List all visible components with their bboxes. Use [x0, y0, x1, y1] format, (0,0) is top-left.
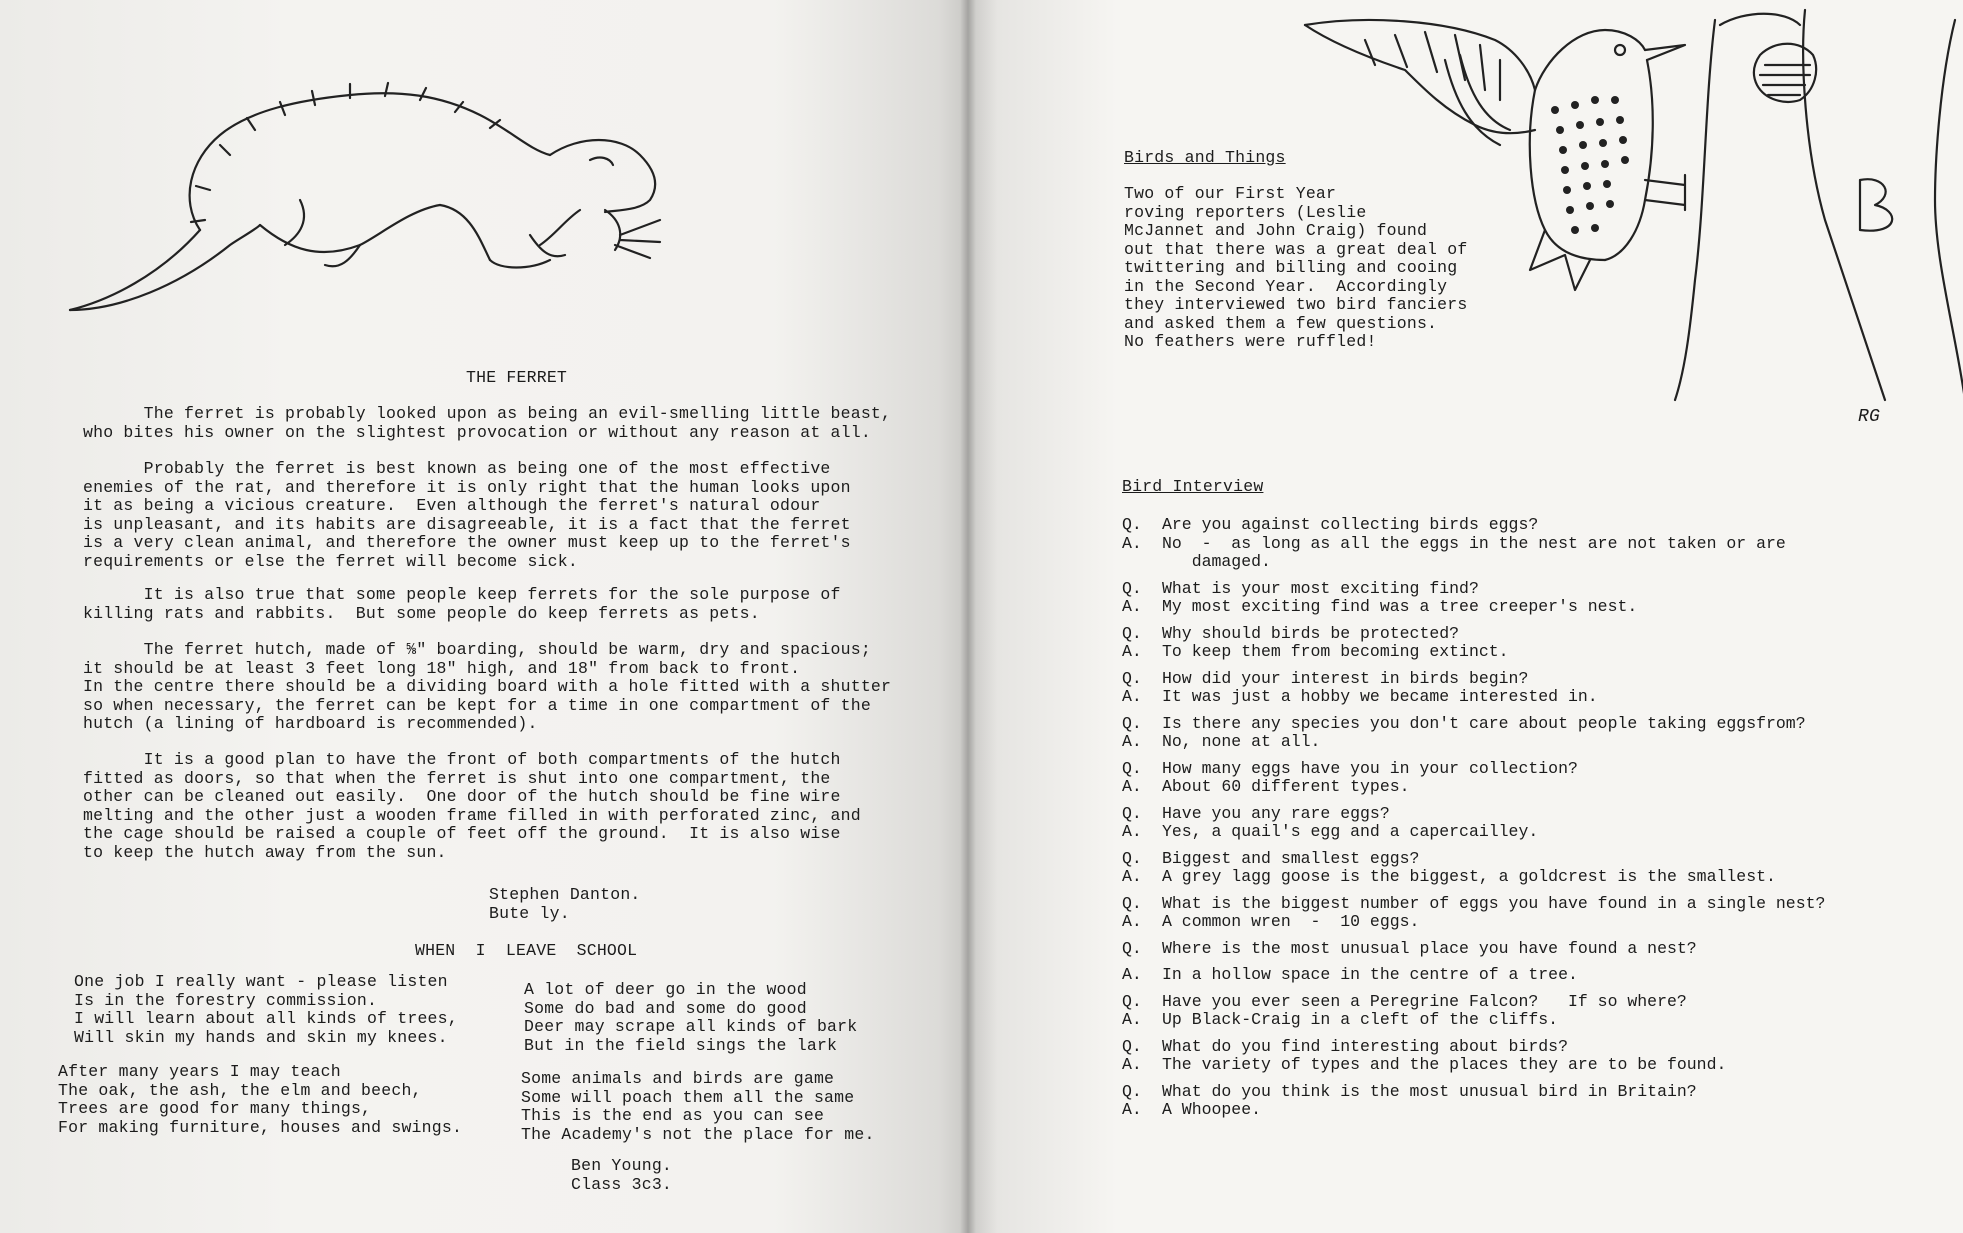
- answer: My most exciting find was a tree creeper's nest.: [1162, 597, 1638, 616]
- artist-initials: RG: [1858, 407, 1881, 427]
- answer: A common wren - 10 eggs.: [1162, 912, 1420, 931]
- question: Have you any rare eggs?: [1162, 803, 1390, 823]
- qa-pair: [1122, 715, 1952, 752]
- answer: No - as long as all the eggs in the nest are not taken or are damaged.: [1162, 533, 1786, 571]
- ferret-paragraph-3: It is also true that some people keep ferrets for the sole purpose of killing rats and rabbits. But some people do keep ferrets as pets.: [83, 585, 841, 623]
- answer: About 60 different types.: [1162, 777, 1410, 796]
- q-tag: Q.: [1122, 713, 1142, 733]
- a-tag: A.: [1122, 822, 1142, 841]
- answer: No, none at all.: [1162, 732, 1321, 751]
- q-tag: Q.: [1122, 1081, 1142, 1101]
- ferret-illustration: [60, 60, 760, 320]
- question: Have you ever seen a Peregrine Falcon? If so where?: [1162, 991, 1687, 1011]
- question: Are you against collecting birds eggs?: [1162, 515, 1539, 534]
- poem-column-2-stanza-2: Some animals and birds are game Some will poach them all the same This is the end as you can see The Academy's not the place for me.: [521, 1069, 875, 1144]
- answer: It was just a hobby we became interested in.: [1162, 687, 1598, 706]
- question: Where is the most unusual place you have found a nest?: [1162, 938, 1697, 958]
- answer: To keep them from becoming extinct.: [1162, 642, 1509, 661]
- a-tag: A.: [1122, 533, 1142, 553]
- birds-intro: Two of our First Year roving reporters (Leslie McJannet and John Craig) found out that there was a great deal of twittering and billing and cooing in the Second Year. Accordingly they interviewed two bird fanciers and asked them a few questions. No feathers were ruffled!: [1124, 184, 1468, 351]
- ferret-paragraph-5: It is a good plan to have the front of both compartments of the hutch fitted as doors, so that when the ferret is shut into one compartment, the other can be cleaned out easily. One door of the hutch should be fine wire melting and the other just a wooden frame filled in with perforated zinc, and the cage should be raised a couple of feet off the ground. It is also wise to keep the hutch away from the sun.: [83, 750, 861, 862]
- answer: Up Black-Craig in a cleft of the cliffs.: [1162, 1010, 1559, 1029]
- a-tag: A.: [1122, 777, 1142, 796]
- q-tag: Q.: [1122, 938, 1142, 958]
- poem-author: Ben Young. Class 3c3.: [571, 1156, 673, 1194]
- qa-pair: [1122, 1083, 1952, 1120]
- q-tag: Q.: [1122, 578, 1142, 598]
- qa-pair: [1122, 1038, 1952, 1075]
- q-tag: Q.: [1122, 848, 1142, 868]
- question: Is there any species you don't care about people taking eggsfrom?: [1162, 713, 1806, 733]
- a-tag: A.: [1122, 642, 1142, 661]
- a-tag: A.: [1122, 1010, 1142, 1029]
- book-spine: [960, 0, 976, 1233]
- a-tag: A.: [1122, 965, 1142, 984]
- q-tag: Q.: [1122, 668, 1142, 688]
- a-tag: A.: [1122, 867, 1142, 886]
- a-tag: A.: [1122, 732, 1142, 751]
- qa-pair: [1122, 805, 1952, 842]
- poem-column-1-stanza-1: One job I really want - please listen Is in the forestry commission. I will learn about all kinds of trees, Will skin my hands and skin my knees.: [74, 972, 458, 1047]
- question: What do you think is the most unusual bird in Britain?: [1162, 1081, 1697, 1101]
- q-tag: Q.: [1122, 991, 1142, 1011]
- qa-pair: [1122, 993, 1952, 1030]
- birds-title: Birds and Things: [1124, 148, 1286, 167]
- a-tag: A.: [1122, 912, 1142, 931]
- question: How did your interest in birds begin?: [1162, 668, 1529, 688]
- question: What is the biggest number of eggs you have found in a single nest?: [1162, 893, 1826, 913]
- question: Why should birds be protected?: [1162, 623, 1460, 643]
- qa-pair: [1122, 940, 1952, 985]
- answer: The variety of types and the places they are to be found.: [1162, 1055, 1727, 1074]
- ferret-paragraph-2: Probably the ferret is best known as being one of the most effective enemies of the rat, and therefore it is only right that the human looks upon it as being a vicious creature. Even although the ferret's natural odour is unpleasant, and its habits are disagreeable, it is a fact that the ferret is a very clean animal, and therefore the owner must keep up to the ferret's requirements or else the ferret will become sick.: [83, 459, 851, 571]
- a-tag: A.: [1122, 687, 1142, 706]
- answer: Yes, a quail's egg and a capercailley.: [1162, 822, 1539, 841]
- q-tag: Q.: [1122, 515, 1142, 534]
- poem-column-2-stanza-1: A lot of deer go in the wood Some do bad and some do good Deer may scrape all kinds of bark But in the field sings the lark: [524, 980, 858, 1055]
- ferret-author: Stephen Danton. Bute ly.: [489, 885, 641, 923]
- qa-pair: [1122, 895, 1952, 932]
- question: What do you find interesting about birds?: [1162, 1036, 1568, 1056]
- qa-pair: [1122, 850, 1952, 887]
- qa-pair: [1122, 625, 1952, 662]
- qa-pair: [1122, 580, 1952, 617]
- poem-title: WHEN I LEAVE SCHOOL: [415, 941, 638, 960]
- question: What is your most exciting find?: [1162, 578, 1479, 598]
- q-tag: Q.: [1122, 623, 1142, 643]
- qa-pair: [1122, 670, 1952, 707]
- a-tag: A.: [1122, 597, 1142, 616]
- interview-title: Bird Interview: [1122, 477, 1264, 496]
- qa-pair: [1122, 516, 1952, 572]
- ferret-paragraph-1: The ferret is probably looked upon as being an evil-smelling little beast, who bites his owner on the slightest provocation or without any reason at all.: [83, 404, 892, 442]
- q-tag: Q.: [1122, 758, 1142, 778]
- q-tag: Q.: [1122, 1036, 1142, 1056]
- a-tag: A.: [1122, 1055, 1142, 1074]
- poem-column-1-stanza-2: After many years I may teach The oak, the ash, the elm and beech, Trees are good for many things, For making furniture, houses and swings.: [58, 1062, 463, 1137]
- answer: A grey lagg goose is the biggest, a goldcrest is the smallest.: [1162, 867, 1776, 886]
- a-tag: A.: [1122, 1100, 1142, 1119]
- question: How many eggs have you in your collection?: [1162, 758, 1578, 778]
- interview-list: [1122, 516, 1952, 1128]
- qa-pair: [1122, 760, 1952, 797]
- q-tag: Q.: [1122, 803, 1142, 823]
- answer: In a hollow space in the centre of a tree.: [1162, 965, 1578, 984]
- answer: A Whoopee.: [1162, 1100, 1262, 1119]
- question: Biggest and smallest eggs?: [1162, 848, 1420, 868]
- ferret-title: THE FERRET: [466, 368, 568, 387]
- q-tag: Q.: [1122, 893, 1142, 913]
- ferret-paragraph-4: The ferret hutch, made of ⅝" boarding, should be warm, dry and spacious; it should be at least 3 feet long 18" high, and 18" from back to front. In the centre there should be a dividing board with a hole fitted with a shutter so when necessary, the ferret can be kept for a time in one compartment of the hutch (a lining of hardboard is recommended).: [83, 640, 892, 733]
